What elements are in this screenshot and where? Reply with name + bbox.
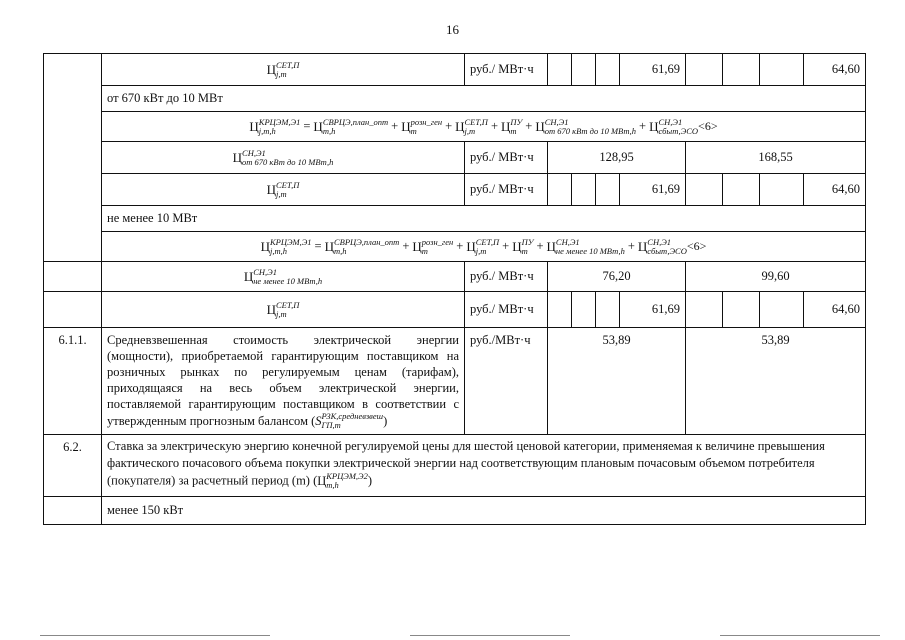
- value-cell: 61,69: [620, 54, 686, 86]
- table-row: [44, 262, 866, 292]
- value-cell: 168,55: [686, 142, 866, 174]
- section-label: не менее 10 МВт: [102, 206, 866, 232]
- value-cell: 64,60: [804, 174, 866, 206]
- table-row: [44, 54, 866, 86]
- item-description: Ставка за электрическую энергию конечной регулируемой цены для шестой ценовой категории, применяемая к величине превышения фактического почасового объема покупки электрической энергии над соответствующим плановым почасовым объемом потребителя (покупателя) за расчетный период (m) ( Ц КРЦЭМ,Э2 m,h ): [102, 435, 866, 497]
- value-cell: 64,60: [804, 292, 866, 328]
- page-number: 16: [446, 22, 459, 37]
- table-row: [44, 292, 866, 328]
- symbol-cell: Ц СЕТ,П j,m: [102, 292, 465, 328]
- unit-cell: руб./ МВт·ч: [465, 54, 548, 86]
- value-cell: 61,69: [620, 174, 686, 206]
- section-label: менее 150 кВт: [102, 497, 866, 525]
- table-row: [44, 174, 866, 206]
- unit-cell: руб./ МВт·ч: [465, 142, 548, 174]
- value-cell: 53,89: [686, 328, 866, 435]
- value-cell: 53,89: [548, 328, 686, 435]
- symbol-cell: Ц СН,Э1 не менее 10 МВт,h: [102, 262, 465, 292]
- value-cell: 128,95: [548, 142, 686, 174]
- value-cell: 99,60: [686, 262, 866, 292]
- footer-line: [40, 635, 270, 636]
- footer-line: [410, 635, 570, 636]
- symbol-cell: Ц СН,Э1 от 670 кВт до 10 МВт,h: [102, 142, 465, 174]
- item-description: Средневзвешенная стоимость электрической энергии (мощности), приобретаемой гарантирующим поставщиком на розничных рынках по регулируемым ценам (тарифам), приходящаяся на весь объем электрической энергии, поставляемой гарантирующим поставщиком в соответствии с утвержденным прогнозным балансом ( S РЗК,средневзвеш ГП,m ): [102, 328, 465, 435]
- table-row: [44, 206, 866, 232]
- symbol-cell: [102, 54, 465, 86]
- unit-cell: руб./ МВт·ч: [465, 292, 548, 328]
- symbol-cell: Ц СЕТ,П j,m: [102, 174, 465, 206]
- value-cell: 61,69: [620, 292, 686, 328]
- formula-cell: [102, 112, 866, 142]
- formula-cell: [102, 232, 866, 262]
- unit-cell: руб./МВт·ч: [465, 328, 548, 435]
- table-row: [44, 232, 866, 262]
- unit-cell: руб./ МВт·ч: [465, 262, 548, 292]
- table-row: [44, 142, 866, 174]
- table-row: [44, 112, 866, 142]
- formula-10mw: Ц КРЦЭМ,Э1 j,m,h = Ц СВРЦЭ,план_опт m,h + Ц розн_ген m + Ц СЕТ,П j,m + Ц ПУ m + Ц СН,Э1 не менее 10 МВт,h + Ц СН,Э1 сбыт,ЭСО <6>: [260, 236, 707, 256]
- table-row: [44, 435, 866, 497]
- tariff-table: [43, 53, 866, 525]
- formula-670: Ц КРЦЭМ,Э1 j,m,h = Ц СВРЦЭ,план_опт m,h + Ц розн_ген m + Ц СЕТ,П j,m + Ц ПУ m + Ц СН,Э1 от 670 кВт до 10 МВт,h + Ц СН,Э1 сбыт,ЭСО <6>: [249, 116, 718, 136]
- section-label: от 670 кВт до 10 МВт: [102, 86, 866, 112]
- footer-line: [720, 635, 880, 636]
- table-row: [44, 497, 866, 525]
- number-cell: [44, 54, 102, 262]
- item-number: 6.2.: [44, 435, 102, 497]
- symbol-c-set-p: Ц СЕТ,П j,m: [266, 59, 300, 79]
- item-number: 6.1.1.: [44, 328, 102, 435]
- table-row: [44, 86, 866, 112]
- unit-cell: руб./ МВт·ч: [465, 174, 548, 206]
- table-row: [44, 328, 866, 435]
- value-cell: 64,60: [804, 54, 866, 86]
- value-cell: 76,20: [548, 262, 686, 292]
